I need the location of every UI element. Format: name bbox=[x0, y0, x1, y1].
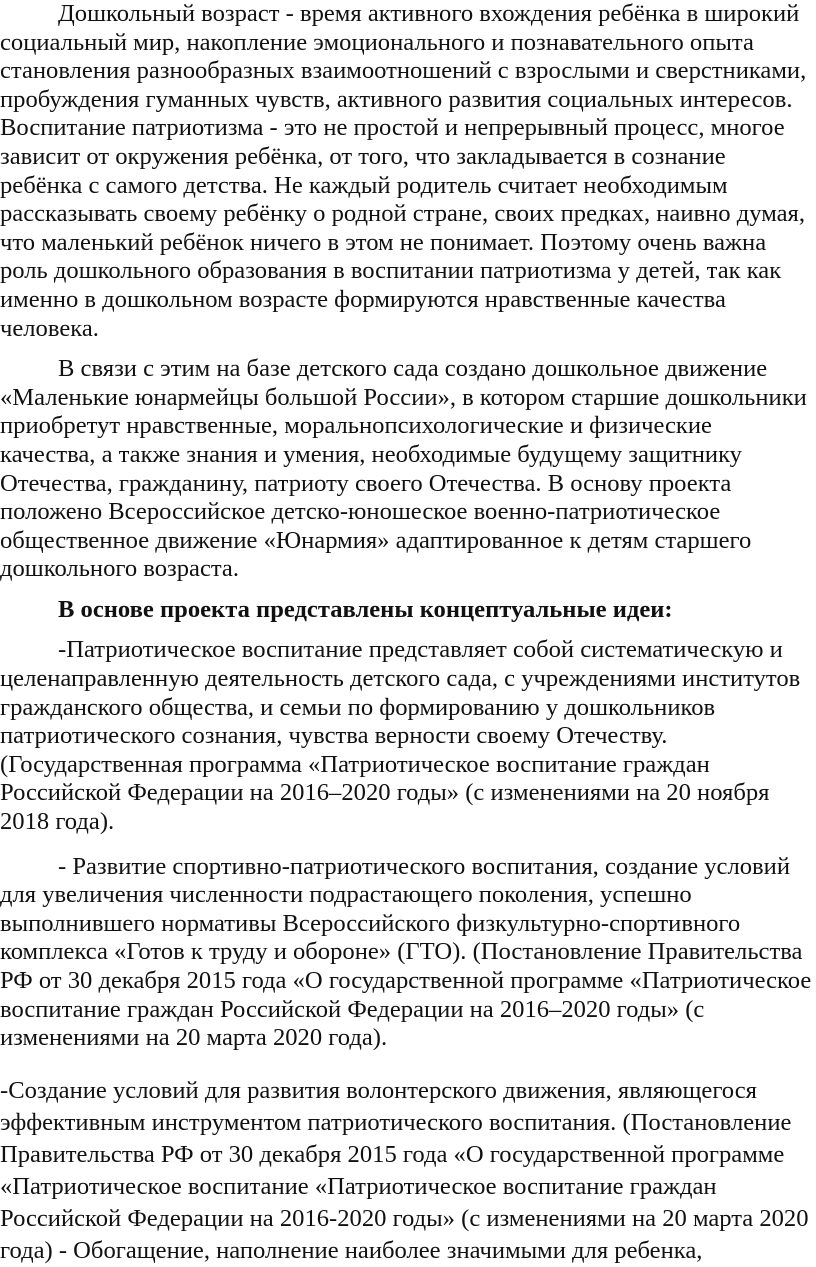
paragraph-sport-patriotic: - Развитие спортивно-патриотического воспитания, создание условий для увеличения численности подрастающего поколения, успешно выполнившего нормативы Всероссийского физкультурно-спортивного комплекса «Готов к труду и обороне» (ГТО). (Постановление Правительства РФ от 30 декабря 2015 года «О государственной программе «Патриотическое воспитание граждан Российской Федерации на 2016–2020 годы» (с изменениями на 20 марта 2020 года). bbox=[0, 852, 812, 1052]
paragraph-movement-creation: В связи с этим на базе детского сада создано дошкольное движение «Маленькие юнармейцы большой России», в котором старшие дошкольники приобретут нравственные, моральнопсихологические и физические качества, а также знания и умения, необходимые будущему защитнику Отечества, гражданину, патриоту своего Отечества. В основу проекта положено Всероссийское детско-юношеское военно-патриотическое общественное движение «Юнармия» адаптированное к детям старшего дошкольного возраста. bbox=[0, 355, 807, 583]
paragraph-volunteer-movement: -Создание условий для развития волонтерского движения, являющегося эффективным инструментом патриотического воспитания. (Постановление Правительства РФ от 30 декабря 2015 года «О государственной программе «Патриотическое воспитание «Патриотическое воспитание граждан Российской Федерации на 2016-2020 годы» (с изменениями на 20 марта 2020 года) - Обогащение, наполнение наиболее значимыми для ребенка, bbox=[0, 1076, 809, 1264]
paragraph-preschool-age: Дошкольный возраст - время активного вхождения ребёнка в широкий социальный мир, накопление эмоционального и познавательного опыта становления разнообразных взаимоотношений с взрослыми и сверстниками, пробуждения гуманных чувств, активного развития социальных интересов. Воспитание патриотизма - это не простой и непрерывный процесс, многое зависит от окружения ребёнка, от того, что закладывается в сознание ребёнка с самого детства. Не каждый родитель считает необходимым рассказывать своему ребёнку о родной стране, своих предках, наивно думая, что маленький ребёнок ничего в этом не понимает. Поэтому очень важна роль дошкольного образования в воспитании патриотизма у детей, так как именно в дошкольном возрасте формируются нравственные качества человека. bbox=[0, 0, 807, 342]
paragraph-patriotic-education: -Патриотическое воспитание представляет собой систематическую и целенаправленную деятельность детского сада, с учреждениями институтов гражданского общества, и семьи по формированию у дошкольников патриотического сознания, чувства верности своему Отечеству. (Государственная программа «Патриотическое воспитание граждан Российской Федерации на 2016–2020 годы» (с изменениями на 20 ноября 2018 года). bbox=[0, 636, 801, 836]
section-heading-concept-ideas: В основе проекта представлены концептуальные идеи: bbox=[58, 595, 673, 623]
